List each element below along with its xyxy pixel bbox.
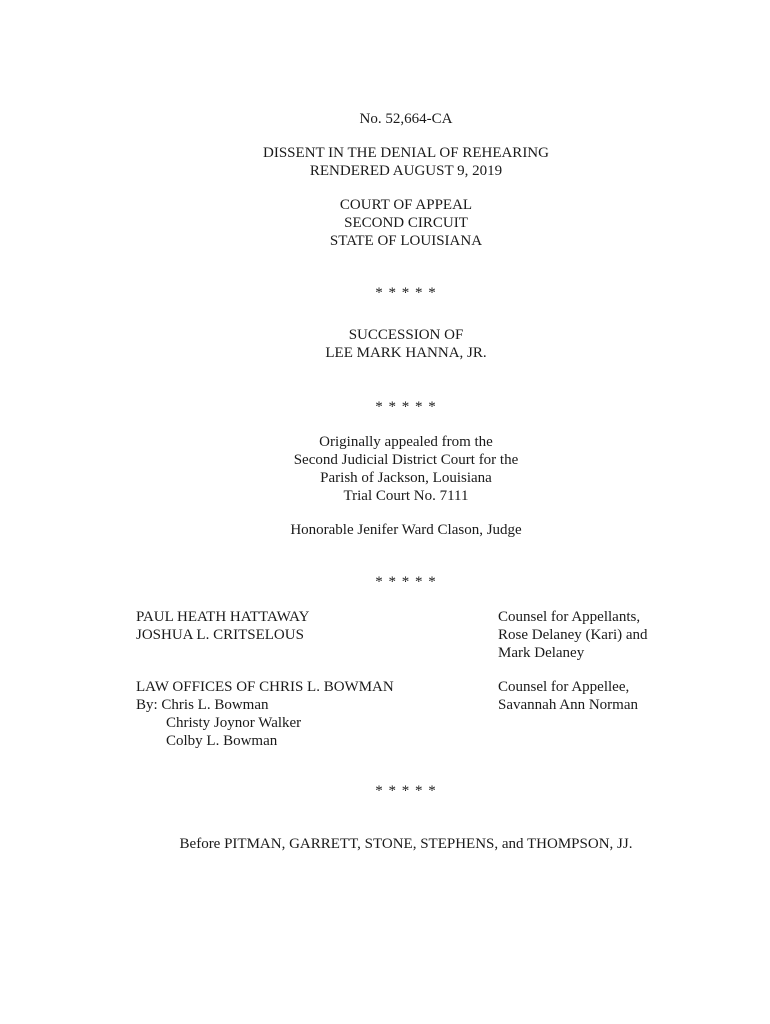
opinion-type-line-2: RENDERED AUGUST 9, 2019 [309, 163, 503, 179]
appellant-attorneys [136, 608, 309, 644]
appellant-role-line-2: Rose Delaney (Kari) and [498, 627, 648, 643]
separator-4: * * * * * [375, 783, 437, 799]
trial-judge: Honorable Jenifer Ward Clason, Judge [290, 522, 522, 538]
appellant-role-line-1: Counsel for Appellants, [498, 609, 641, 625]
appellant-role-line-3: Mark Delaney [498, 645, 585, 661]
separator-2: * * * * * [375, 399, 437, 415]
case-title-line-1: SUCCESSION OF [348, 327, 464, 343]
appellee-attorneys [136, 678, 394, 750]
appellee-attorney-1: Christy Joynor Walker [166, 715, 302, 731]
appellant-attorney-2: JOSHUA L. CRITSELOUS [136, 627, 304, 643]
panel-line [0, 835, 770, 853]
court-block [0, 196, 770, 250]
appellee-attorney-2: Colby L. Bowman [166, 733, 278, 749]
panel-judges: Before PITMAN, GARRETT, STONE, STEPHENS, and THOMPSON, JJ. [179, 836, 633, 852]
separator-3: * * * * * [375, 574, 437, 590]
appellant-attorney-1: PAUL HEATH HATTAWAY [136, 609, 310, 625]
origin-line-3: Parish of Jackson, Louisiana [320, 470, 492, 486]
judge-block [0, 521, 770, 539]
appellee-role [498, 678, 638, 714]
appellee-by-line: By: Chris L. Bowman [136, 697, 269, 713]
court-line-3: STATE OF LOUISIANA [329, 233, 483, 249]
separator-1: * * * * * [375, 285, 437, 301]
origin-line-2: Second Judicial District Court for the [293, 452, 519, 468]
opinion-type-line-1: DISSENT IN THE DENIAL OF REHEARING [263, 145, 549, 161]
opinion-type-block [0, 144, 770, 180]
court-line-1: COURT OF APPEAL [339, 197, 473, 213]
case-title-block [0, 326, 770, 362]
appellee-firm: LAW OFFICES OF CHRIS L. BOWMAN [136, 679, 394, 695]
origin-line-4: Trial Court No. 7111 [343, 488, 469, 504]
docket-number-block [0, 110, 770, 128]
appellee-role-line-2: Savannah Ann Norman [498, 697, 638, 713]
origin-line-1: Originally appealed from the [319, 434, 493, 450]
appellee-role-line-1: Counsel for Appellee, [498, 679, 630, 695]
court-line-2: SECOND CIRCUIT [344, 215, 468, 231]
docket-number: No. 52,664-CA [359, 111, 453, 127]
origin-block [0, 433, 770, 505]
appellant-role [498, 608, 648, 662]
case-title-line-2: LEE MARK HANNA, JR. [325, 345, 487, 361]
